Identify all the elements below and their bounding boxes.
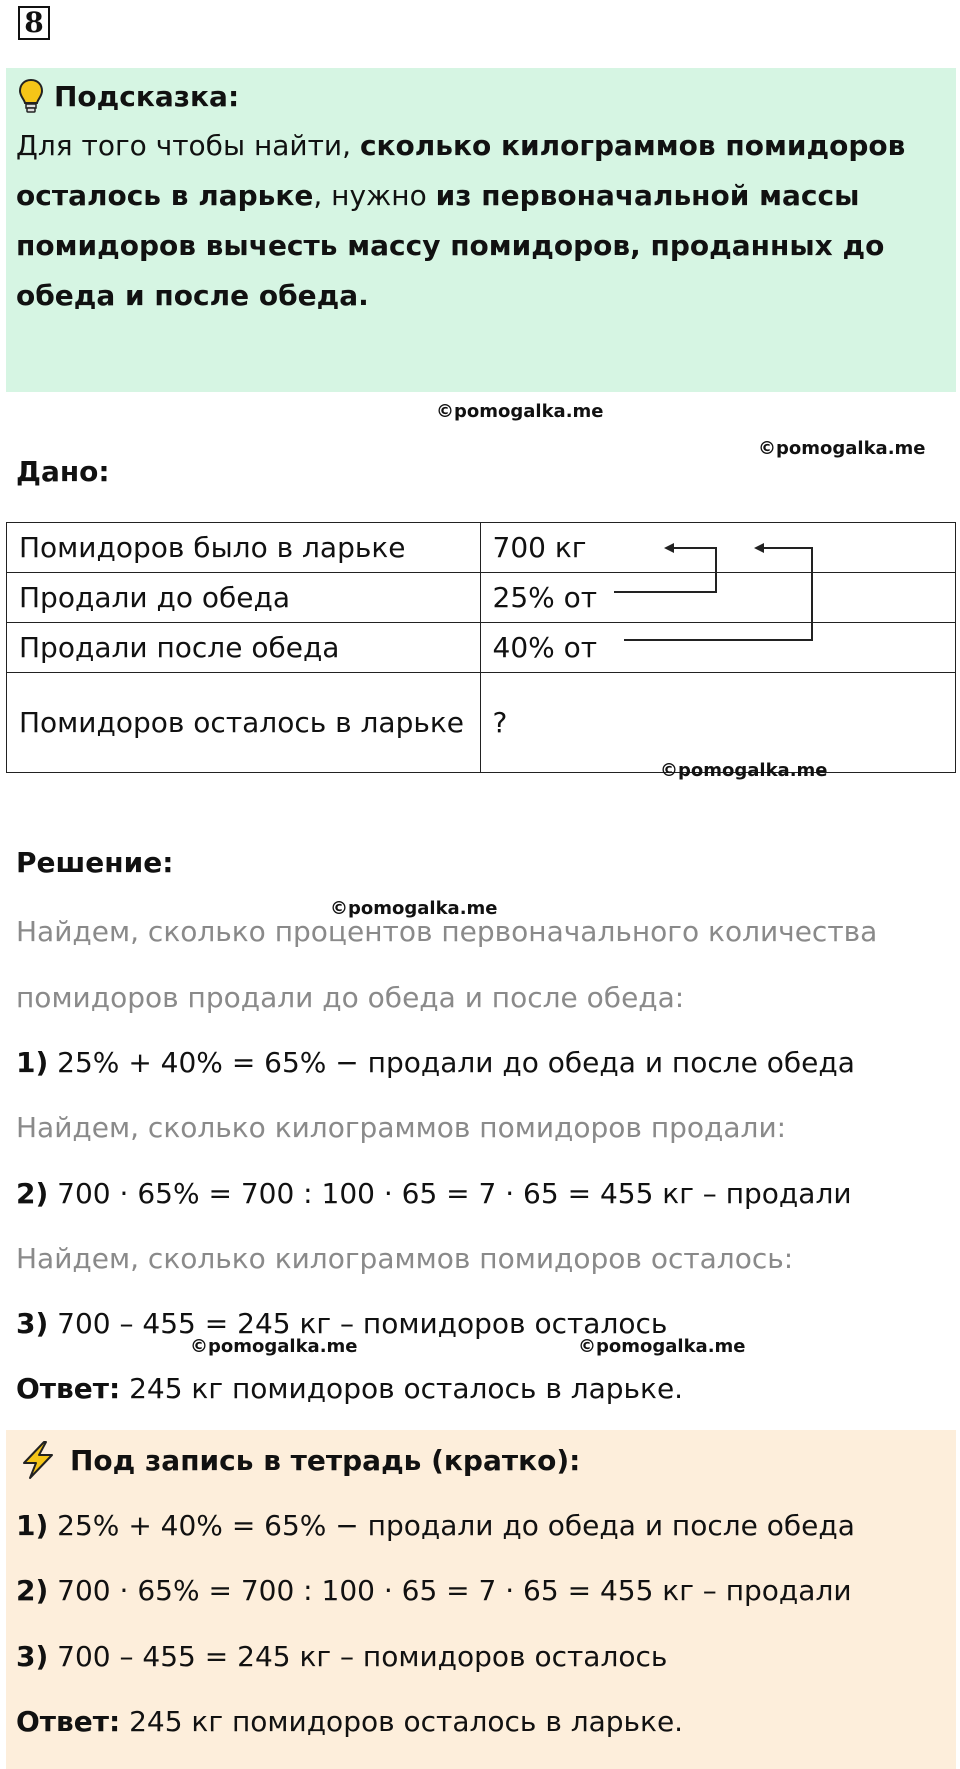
step-number: 3): [16, 1640, 49, 1673]
watermark: ©pomogalka.me: [578, 1336, 746, 1357]
solution-step-1: [16, 1043, 855, 1083]
task-number: 8: [18, 6, 50, 40]
watermark: ©pomogalka.me: [436, 401, 604, 422]
hint-text-bold: из первоначальной массы помидоров вычесть массу помидоров, проданных до обеда и после обеда.: [16, 179, 885, 312]
table-row: [7, 673, 956, 773]
table-cell-label: Помидоров осталось в ларьке: [7, 673, 481, 773]
lightbulb-icon: [18, 78, 44, 114]
watermark: ©pomogalka.me: [330, 898, 498, 919]
table-row: [7, 573, 956, 623]
table-cell-value: 40% от: [480, 623, 955, 673]
answer-text: 245 кг помидоров осталось в ларьке.: [120, 1372, 684, 1405]
step-number: 1): [16, 1046, 49, 1079]
step-number: 3): [16, 1307, 49, 1340]
step-text: 25% + 40% = 65% − продали до обеда и после обеда: [48, 1509, 855, 1542]
watermark: ©pomogalka.me: [190, 1336, 358, 1357]
table-cell-value: 700 кг: [480, 523, 955, 573]
given-label: Дано:: [16, 455, 110, 488]
watermark: ©pomogalka.me: [660, 760, 828, 781]
table-row: [7, 523, 956, 573]
solution-answer: [16, 1369, 683, 1409]
answer-text: 245 кг помидоров осталось в ларьке.: [120, 1705, 684, 1738]
lightning-icon: [18, 1440, 58, 1480]
solution-intro: Найдем, сколько килограммов помидоров осталось:: [16, 1242, 794, 1275]
hint-title-text: Подсказка:: [54, 79, 240, 113]
step-text: 700 – 455 = 245 кг – помидоров осталось: [48, 1640, 668, 1673]
step-text: 700 · 65% = 700 : 100 · 65 = 7 · 65 = 455 кг – продали: [48, 1574, 852, 1607]
solution-intro: Найдем, сколько процентов первоначального количества: [16, 915, 878, 948]
notebook-title: [18, 1438, 580, 1482]
table-cell-label: Продали до обеда: [7, 573, 481, 623]
step-number: 2): [16, 1574, 49, 1607]
step-text: 700 – 455 = 245 кг – помидоров осталось: [48, 1307, 668, 1340]
given-table: [6, 522, 956, 773]
step-text: 25% + 40% = 65% − продали до обеда и после обеда: [48, 1046, 855, 1079]
solution-intro: помидоров продали до обеда и после обеда:: [16, 981, 685, 1014]
answer-label: Ответ:: [16, 1372, 121, 1405]
answer-label: Ответ:: [16, 1705, 121, 1738]
hint-text-bold: сколько килограммов помидоров осталось в ларьке: [16, 129, 906, 212]
solution-intro: Найдем, сколько килограммов помидоров продали:: [16, 1111, 787, 1144]
notebook-answer: [16, 1702, 683, 1742]
watermark: ©pomogalka.me: [758, 438, 926, 459]
hint-title: [18, 76, 239, 116]
table-cell-label: Продали после обеда: [7, 623, 481, 673]
solution-step-2: [16, 1174, 852, 1214]
table-row: [7, 623, 956, 673]
step-number: 2): [16, 1177, 49, 1210]
table-cell-value: ?: [480, 673, 955, 773]
step-text: 700 · 65% = 700 : 100 · 65 = 7 · 65 = 455 кг – продали: [48, 1177, 852, 1210]
step-number: 1): [16, 1509, 49, 1542]
table-cell-value: 25% от: [480, 573, 955, 623]
hint-text-part: Для того чтобы найти,: [16, 129, 360, 162]
hint-text: [16, 121, 936, 321]
notebook-step-1: [16, 1506, 855, 1546]
table-cell-label: Помидоров было в ларьке: [7, 523, 481, 573]
hint-text-part: , нужно: [313, 179, 436, 212]
solution-label: Решение:: [16, 846, 174, 879]
notebook-step-3: [16, 1637, 667, 1677]
notebook-title-text: Под запись в тетрадь (кратко):: [70, 1443, 581, 1477]
notebook-step-2: [16, 1571, 852, 1611]
